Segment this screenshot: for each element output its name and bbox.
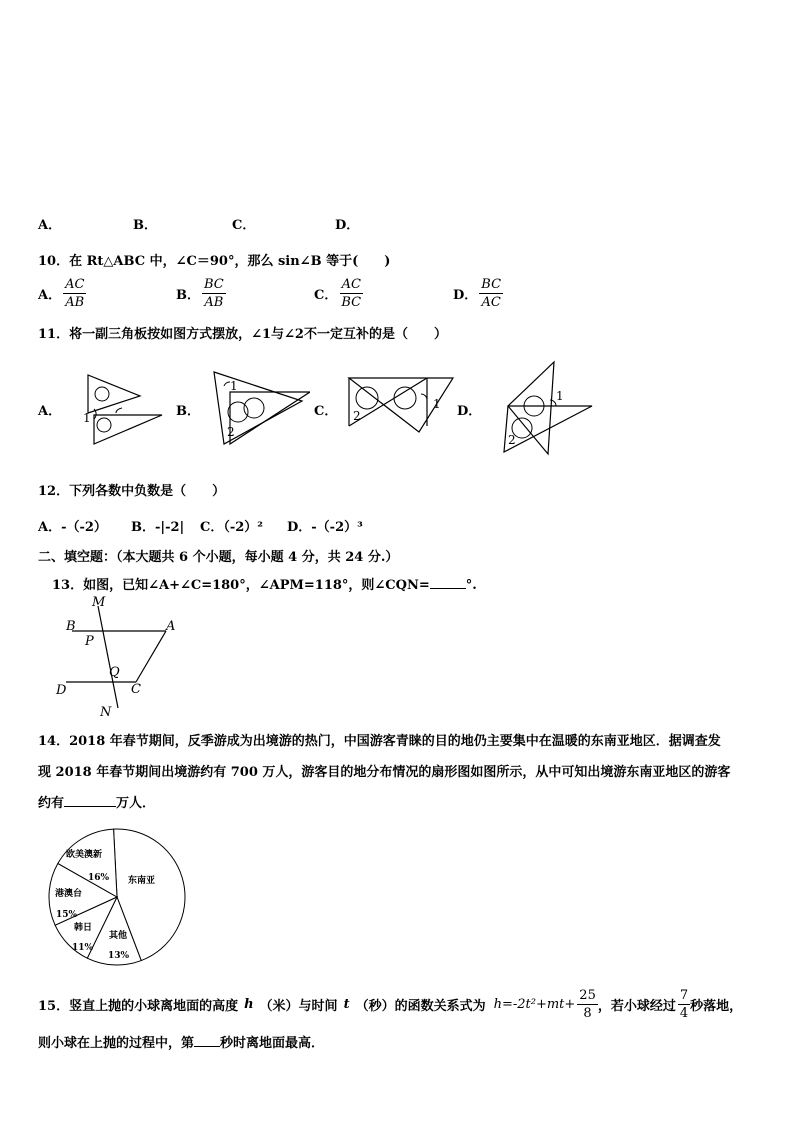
q15-answer-blank — [194, 1046, 220, 1047]
q13-label-n: N — [100, 705, 112, 720]
q11-d-angle-1: 1 — [556, 389, 564, 403]
q13-stem: 13．如图，已知∠A+∠C=180°，∠APM=118°，则∠CQN= °. — [52, 578, 477, 593]
pie-pct-kr: 11% — [72, 943, 94, 953]
q13-label-d: D — [56, 683, 67, 698]
q9-option-a: A． — [38, 218, 62, 233]
q12-stem: 12．下列各数中负数是（ ） — [38, 484, 226, 499]
q13-figure — [52, 592, 188, 720]
q11-option-d: D． — [457, 404, 482, 419]
q14-pie-chart — [44, 826, 190, 968]
q15-line-1: 15．竖直上抛的小球离地面的高度 h （米）与时间 t （秒）的函数关系式为 h=-2t²+mt+ $\frac{25}{8}$ ，若小球经过 $\frac{7}{4}$ 秒落地， — [38, 987, 743, 1021]
q11-b-angle-2: 2 — [227, 425, 235, 439]
pie-pct-other: 13% — [108, 951, 130, 961]
q11-stem: 11．将一副三角板按如图方式摆放，∠1与∠2不一定互补的是（ ） — [38, 327, 447, 342]
q10-option-c: C． $\frac{AC}{BC}$ — [314, 277, 362, 310]
q9-option-c: C． — [232, 218, 256, 233]
q13-label-p: P — [85, 634, 94, 649]
q10-option-a: A． $\frac{AC}{AB}$ — [38, 277, 85, 310]
q14-line-3: 约有 万人． — [38, 796, 156, 811]
q13-label-a: A — [166, 619, 176, 634]
q10-stem: 10．在 Rt△ABC 中，∠C＝90°，那么 sin∠B 等于( ) — [38, 254, 391, 269]
q14-line-1: 14．2018 年春节期间，反季游成为出境游的热门，中国游客青睐的目的地仍主要集中在温暖的东南亚地区．据调查发 — [38, 734, 721, 749]
pie-label-hk: 港澳台 — [55, 889, 83, 899]
q10-option-d: D． $\frac{BC}{AC}$ — [453, 277, 502, 310]
q11-option-a: A． — [38, 404, 62, 419]
q12-option-c: C．（-2）² — [200, 520, 263, 535]
section-heading: 二、填空题：（本大题共 6 个小题，每小题 4 分，共 24 分.） — [38, 550, 399, 565]
q13-label-c: C — [131, 682, 141, 697]
q11-c-angle-2: 2 — [353, 409, 361, 423]
q15-line-2: 则小球在上抛的过程中，第 秒时离地面最高． — [38, 1036, 325, 1051]
q12-option-d: D．-（-2）³ — [287, 520, 363, 535]
q11-d-angle-2: 2 — [508, 433, 516, 447]
q11-a-angle-1: 1 — [83, 411, 91, 425]
q12-option-a: A．-（-2） — [38, 520, 107, 535]
q13-label-q: Q — [109, 665, 120, 680]
q10-option-b: B． $\frac{BC}{AB}$ — [176, 277, 224, 310]
q14-answer-blank — [64, 806, 116, 807]
q9-option-d: D． — [335, 218, 360, 233]
q13-label-b: B — [66, 619, 76, 634]
q13-answer-blank — [430, 588, 466, 589]
pie-pct-eu: 16% — [88, 873, 110, 883]
q13-label-m: M — [92, 595, 106, 610]
q11-figure-b — [210, 368, 310, 448]
q11-option-b: B． — [176, 404, 200, 419]
q11-figure-c — [345, 374, 460, 434]
pie-label-other: 其他 — [109, 931, 128, 941]
q12-option-b: B．-|-2| — [131, 520, 185, 535]
pie-pct-hk: 15% — [56, 910, 78, 920]
q9-option-b: B． — [133, 218, 157, 233]
q11-figure-a — [82, 372, 168, 448]
q11-c-angle-1: 1 — [433, 397, 441, 411]
q11-figure-d — [500, 360, 596, 458]
q11-option-c: C． — [314, 404, 338, 419]
pie-label-kr: 韩日 — [74, 923, 93, 933]
pie-label-eu: 欧美澳新 — [66, 850, 103, 860]
pie-label-sea: 东南亚 — [128, 876, 156, 886]
q11-b-angle-1: 1 — [230, 379, 238, 393]
q14-line-2: 现 2018 年春节期间出境游约有 700 万人，游客目的地分布情况的扇形图如图所示，从中可知出境游东南亚地区的游客 — [38, 765, 731, 780]
